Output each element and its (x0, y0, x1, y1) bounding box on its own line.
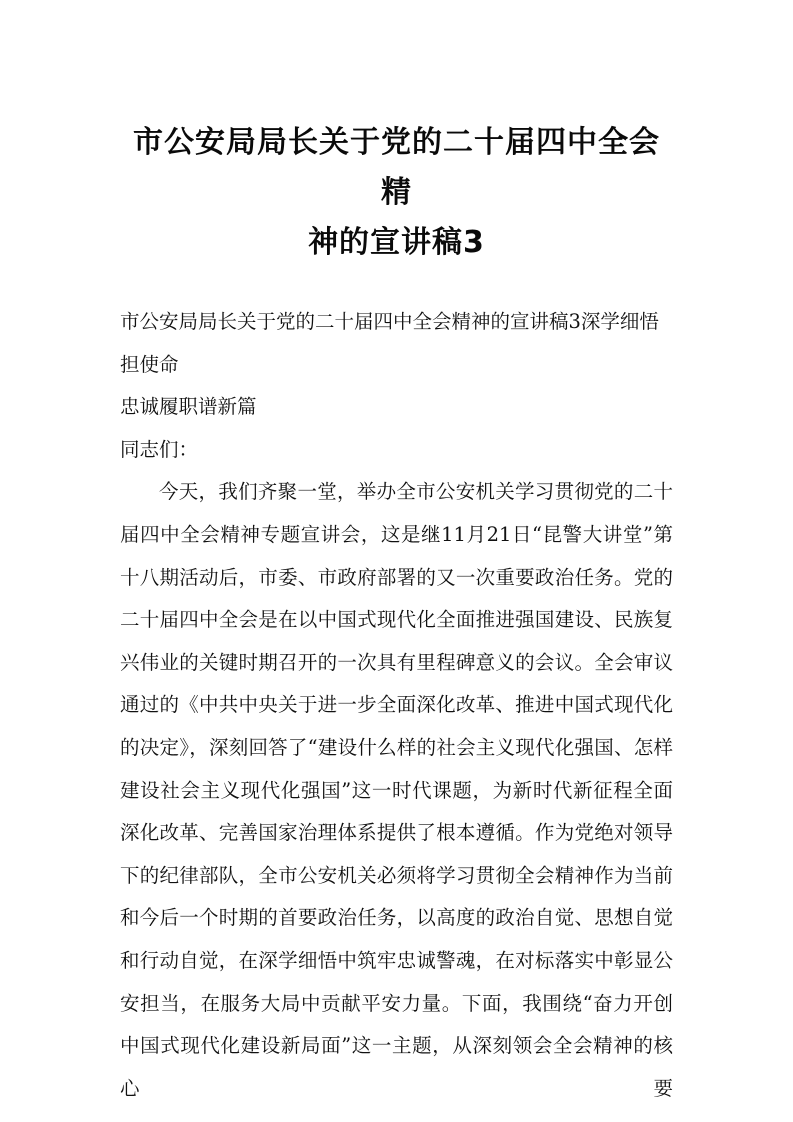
subtitle: 市公安局局长关于党的二十届四中全会精神的宣讲稿3深学细悟担使命 (120, 310, 659, 376)
title-line-1: 市公安局局长关于党的二十届四中全会精 (133, 125, 660, 210)
document-title (120, 118, 673, 268)
salutation: 同志们： (120, 437, 199, 461)
subtitle-continued: 忠诚履职谱新篇 (120, 395, 257, 419)
title-line-2: 神的宣讲稿3 (308, 225, 485, 260)
body-paragraph: 今天，我们齐聚一堂，举办全市公安机关学习贯彻党的二十届四中全会精神专题宣讲会，这是继11月21日“昆警大讲堂”第十八期活动后，市委、市政府部署的又一次重要政治任务。党的二十届四中全会是在以中国式现代化全面推进强国建设、民族复兴伟业的关键时期召开的一次具有里程碑意义的会议。全会审议通过的《中共中央关于进一步全面深化改革、推进中国式现代化的决定》，深刻回答了“建设什么样的社会主义现代化强国、怎样建设社会主义现代化强国”这一时代课题，为新时代新征程全面深化改革、完善国家治理体系提供了根本遵循。作为党绝对领导下的纪律部队，全市公安机关必须将学习贯彻全会精神作为当前和今后一个时期的首要政治任务，以高度的政治自觉、思想自觉和行动自觉，在深学细悟中筑牢忠诚警魂，在对标落实中彰显公安担当，在服务大局中贡献平安力量。下面，我围绕“奋力开创中国式现代化建设新局面”这一主题，从深刻领会全会精神的核心要 (120, 480, 673, 1100)
document-body (120, 301, 673, 1110)
